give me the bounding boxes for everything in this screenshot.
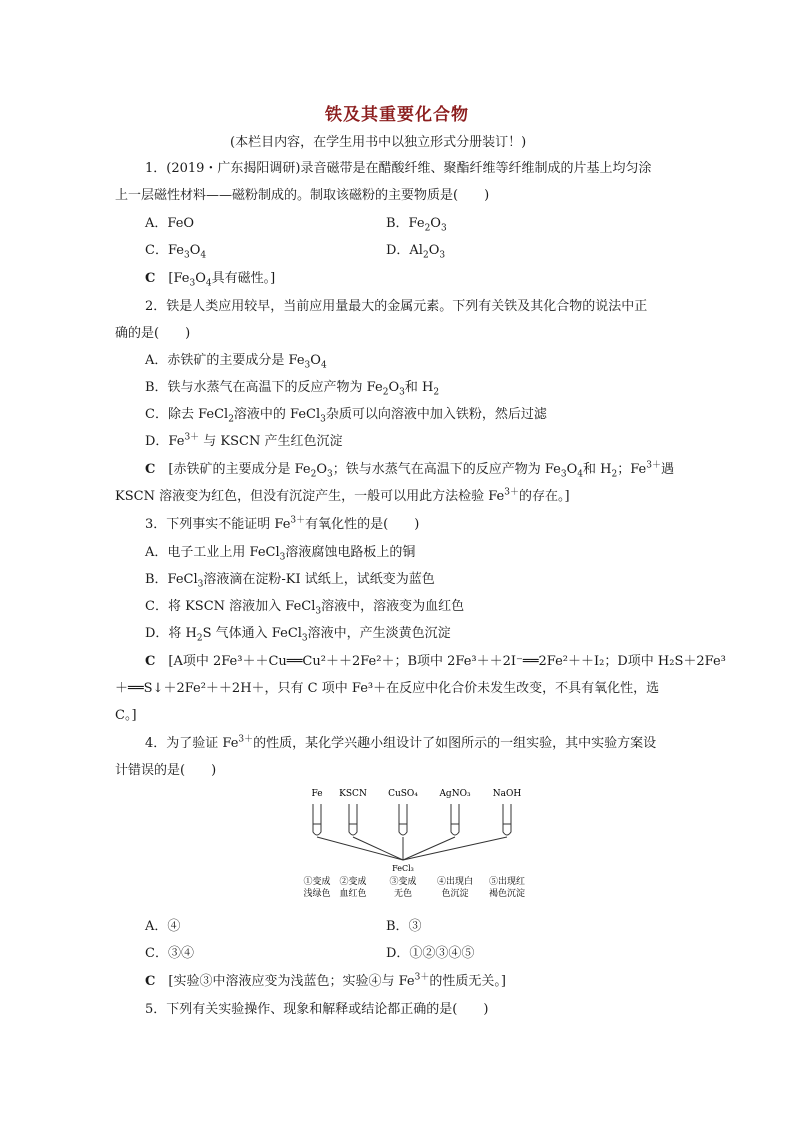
q4-option-c: C．③④ [145, 946, 194, 961]
q1-stem-line1: 1．(2019・广东揭阳调研)录音磁带是在醋酸纤维、聚酯纤维等纤维制成的片基上均匀涂 [145, 161, 652, 176]
q3-option-b: B．FeCl$_3$溶液滴在淀粉-KI 试纸上，试纸变为蓝色 [145, 572, 435, 590]
q5-stem: 5．下列有关实验操作、现象和解释或结论都正确的是( ) [145, 1002, 489, 1017]
q3-answer-line3: C。] [115, 708, 137, 723]
q3-stem: 3．下列事实不能证明 $Fe^{3+}$有氧化性的是( ) [145, 515, 420, 532]
q4-stem-line1: 4．为了验证 $Fe^{3+}$的性质，某化学兴趣小组设计了如图所示的一组实验，其中实验方案设 [145, 734, 657, 751]
test-tube-icon [403, 804, 459, 860]
test-tube-icon [349, 804, 403, 860]
result-label: ②变成 [339, 877, 367, 887]
result-label: ③变成 [389, 877, 417, 887]
result-label: 色沉淀 [441, 889, 469, 899]
reagent-label: Fe [311, 789, 323, 799]
q2-answer-line1: C [赤铁矿的主要成分是 $Fe_2O_3$；铁与水蒸气在高温下的反应产物为 $Fe_3O_4$和 $H_2$；$Fe^{3+}$遇 [145, 460, 674, 480]
q1-option-a: A．FeO [145, 216, 195, 231]
test-tube-figure [285, 780, 535, 910]
q4-stem-line2: 计错误的是( ) [115, 763, 217, 778]
q3-option-a: A．电子工业上用 FeCl$_3$溶液腐蚀电路板上的铜 [145, 545, 416, 563]
reagent-label: NaOH [492, 789, 522, 799]
q2-option-c: C．除去 FeCl$_2$溶液中的 FeCl$_3$杂质可以向溶液中加入铁粉，然后过滤 [145, 407, 547, 425]
q3-option-c: C．将 KSCN 溶液加入 FeCl$_3$溶液中，溶液变为血红色 [145, 599, 465, 617]
test-tube-icon [313, 804, 403, 860]
q2-answer-line2: KSCN 溶液变为红色，但没有沉淀产生，一般可以用此方法检验 $Fe^{3+}$的存在。] [115, 487, 570, 504]
q3-answer-line1: C [A项中 2Fe³＋＋Cu══Cu²＋＋2Fe²＋；B项中 2Fe³＋＋2I⁻══2Fe²＋＋I₂；D项中 H₂S＋2Fe³ [145, 654, 726, 669]
reagent-label: KSCN [339, 789, 367, 799]
q4-answer: C [实验③中溶液应变为浅蓝色；实验④与 $Fe^{3+}$的性质无关。] [145, 972, 506, 989]
q4-option-a: A．④ [145, 919, 181, 934]
q3-option-d: D．将 $H_2S$ 气体通入 FeCl$_3$溶液中，产生淡黄色沉淀 [145, 626, 451, 644]
result-label: ①变成 [303, 877, 331, 887]
q2-option-b: B．铁与水蒸气在高温下的反应产物为 $Fe_2O_3$和 $H_2$ [145, 380, 440, 398]
q1-stem-line2: 上一层磁性材料——磁粉制成的。制取该磁粉的主要物质是( ) [115, 188, 490, 203]
q1-answer: C [$Fe_3O_4$具有磁性。] [145, 271, 276, 289]
result-label: ⑤出现红 [488, 877, 526, 887]
q2-stem-line2: 确的是( ) [115, 326, 191, 341]
result-label: ④出现白 [436, 877, 474, 887]
q1-option-d: D．$Al_2O_3$ [386, 243, 446, 261]
reagent-label: CuSO₄ [388, 789, 418, 799]
q1-option-c: C．$Fe_3O_4$ [145, 243, 207, 261]
result-label: 血红色 [339, 889, 367, 899]
test-tube-icon [399, 804, 407, 860]
result-label: 浅绿色 [303, 889, 331, 899]
q4-option-d: D．①②③④⑤ [386, 946, 475, 961]
q1-option-b: B．$Fe_2O_3$ [386, 216, 447, 234]
result-label: 无色 [393, 889, 413, 899]
reagent-label: AgNO₃ [439, 789, 471, 799]
q2-stem-line1: 2．铁是人类应用较早，当前应用量最大的金属元素。下列有关铁及其化合物的说法中正 [145, 299, 648, 314]
result-label: 褐色沉淀 [488, 889, 526, 899]
q4-option-b: B．③ [386, 919, 422, 934]
fecl3-label: FeCl₃ [392, 864, 414, 873]
q2-option-a: A．赤铁矿的主要成分是 $Fe_3O_4$ [145, 353, 327, 371]
test-tube-icon [403, 804, 511, 860]
page-title: 铁及其重要化合物 [325, 105, 469, 125]
q2-option-d: D．$Fe^{3+}$ 与 KSCN 产生红色沉淀 [145, 432, 343, 449]
q3-answer-line2: ＋══S↓＋2Fe²＋＋2H＋，只有 C 项中 Fe³＋在反应中化合价未发生改变，不具有氧化性，选 [115, 681, 660, 696]
binding-note: (本栏目内容，在学生用书中以独立形式分册装订！) [230, 135, 527, 150]
